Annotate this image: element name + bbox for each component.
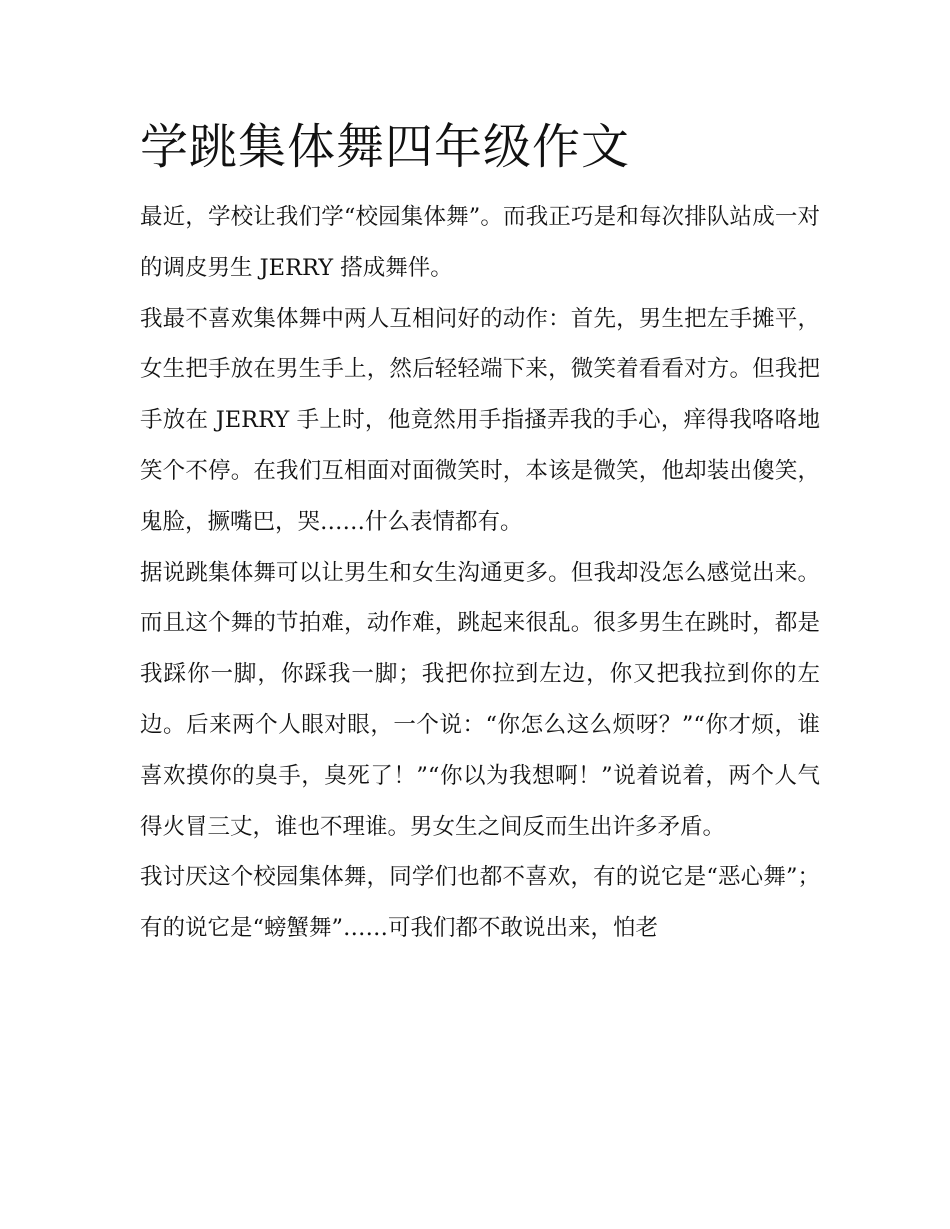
paragraph-1: 最近，学校让我们学“校园集体舞”。而我正巧是和每次排队站成一对的调皮男生 JERRY 搭成舞伴。 [140, 204, 820, 281]
paragraph-3: 据说跳集体舞可以让男生和女生沟通更多。但我却没怎么感觉出来。而且这个舞的节拍难，动作难，跳起来很乱。很多男生在跳时，都是我踩你一脚，你踩我一脚；我把你拉到左边，你又把我拉到你的左边。后来两个人眼对眼，一个说：“你怎么这么烦呀？”“你才烦，谁喜欢摸你的臭手，臭死了！”“你以为我想啊！”说着说着，两个人气得火冒三丈，谁也不理谁。男女生之间反而生出许多矛盾。 [140, 559, 820, 840]
paragraph-4: 我讨厌这个校园集体舞，同学们也都不喜欢，有的说它是“恶心舞”；有的说它是“螃蟹舞”……可我们都不敢说出来，怕老 [140, 864, 820, 942]
paragraph-2: 我最不喜欢集体舞中两人互相问好的动作：首先，男生把左手摊平，女生把手放在男生手上，然后轻轻端下来，微笑着看看对方。但我把手放在 JERRY 手上时，他竟然用手指搔弄我的手心，痒得我咯咯地笑个不停。在我们互相面对面微笑时，本该是微笑，他却装出傻笑，鬼脸，撅嘴巴，哭……什么表情都有。 [140, 305, 820, 535]
document-title: 学跳集体舞四年级作文 [140, 119, 631, 175]
document-body [140, 112, 820, 954]
